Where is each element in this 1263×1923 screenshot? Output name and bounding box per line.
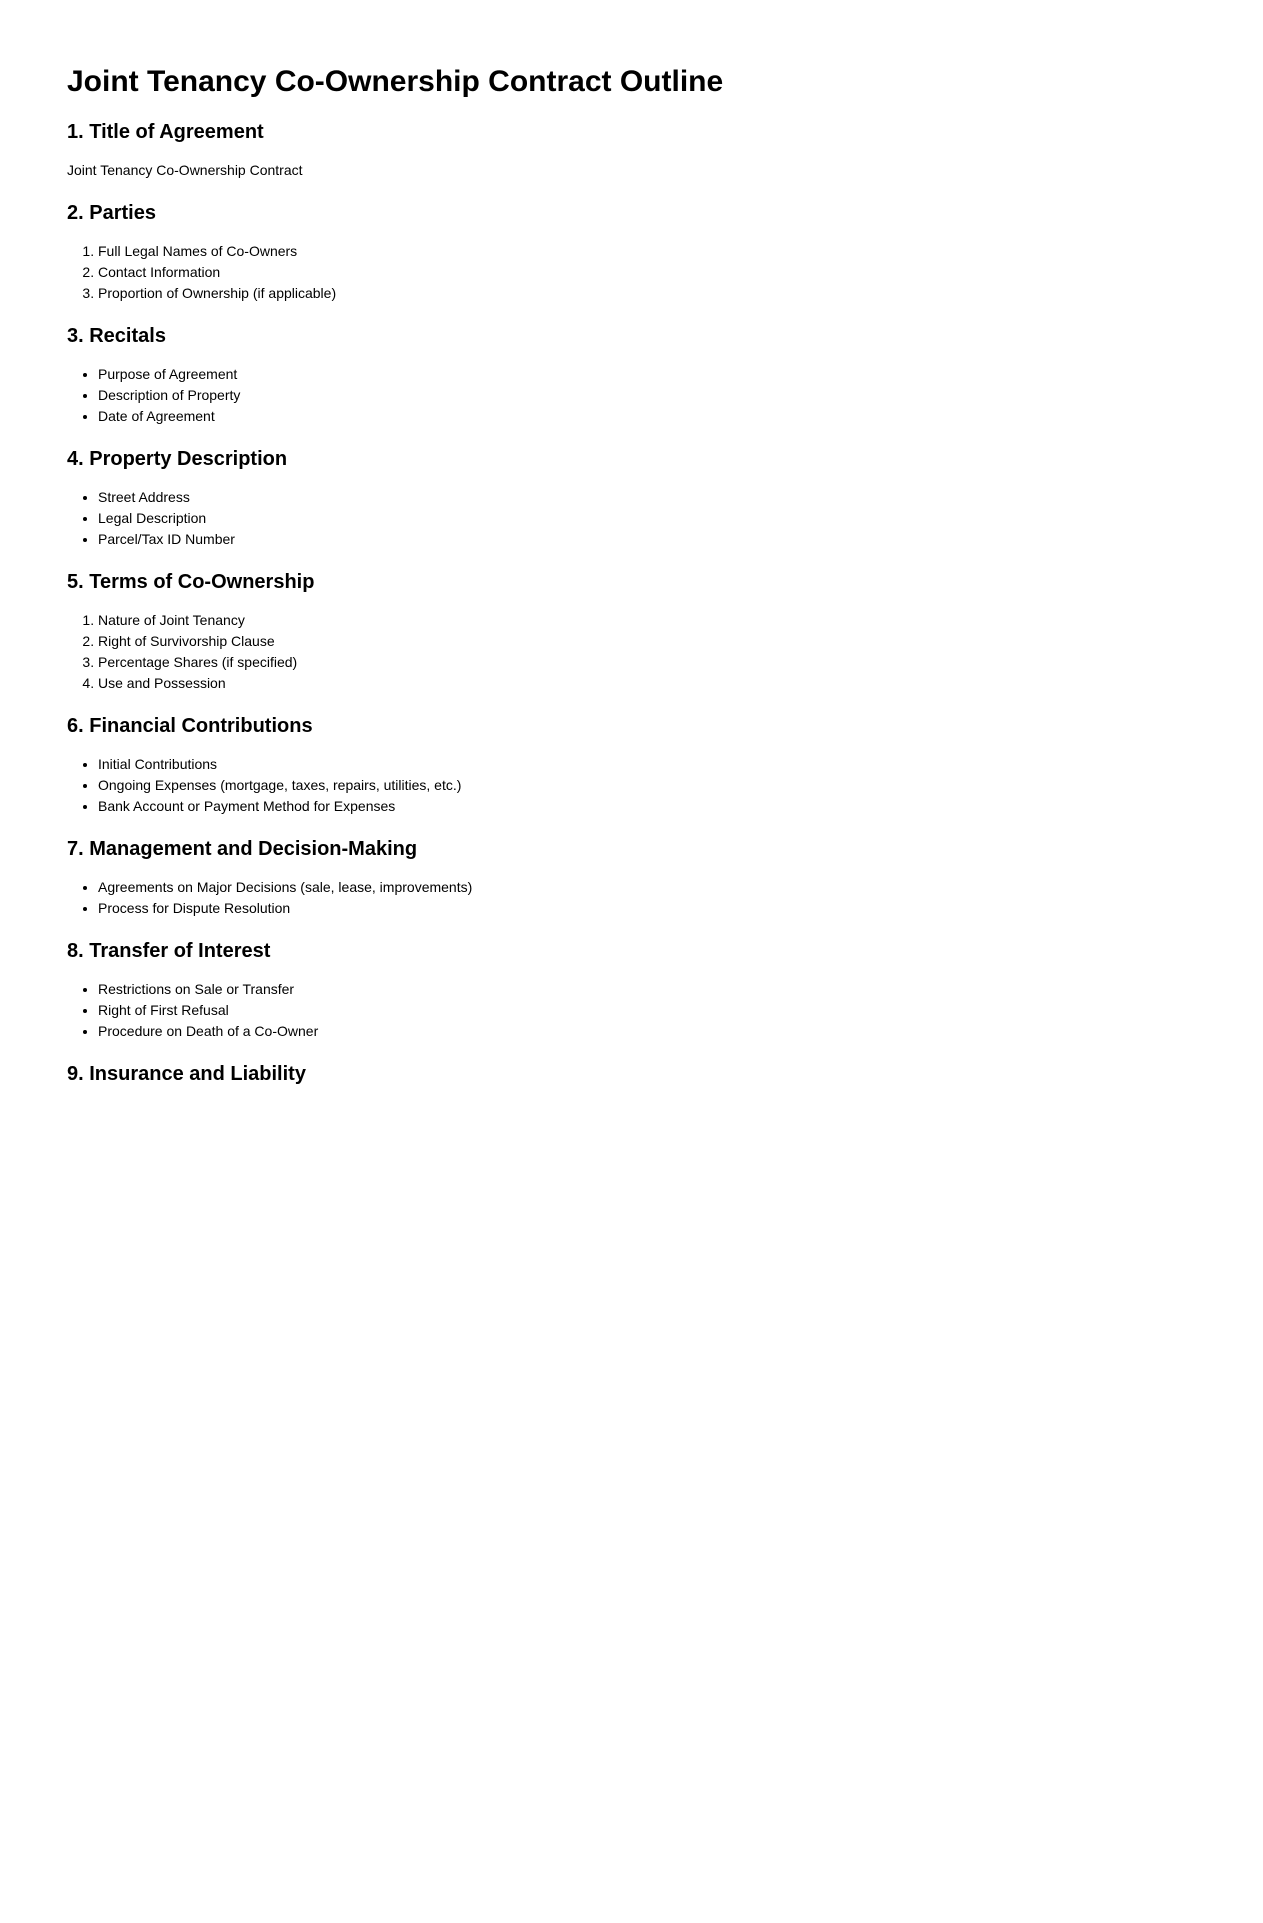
document-sections [67, 120, 1203, 1086]
section [67, 570, 1203, 694]
section-heading: 4. Property Description [67, 448, 288, 470]
list-item: • Ongoing Expenses (mortgage, taxes, repairs, utilities, etc.) [98, 775, 1203, 796]
list-item: • Initial Contributions [98, 754, 1203, 775]
section-list [67, 241, 1203, 304]
list-item: • Legal Description [98, 508, 1203, 529]
section [67, 447, 1203, 550]
section [67, 939, 1203, 1042]
list-item: 2. Contact Information [98, 262, 1203, 283]
list-item: • Parcel/Tax ID Number [98, 529, 1203, 550]
list-item: 3. Proportion of Ownership (if applicable) [98, 283, 1203, 304]
list-item: • Bank Account or Payment Method for Expenses [98, 796, 1203, 817]
section-list [67, 610, 1203, 694]
list-item: • Right of First Refusal [98, 1000, 1203, 1021]
list-item: • Agreements on Major Decisions (sale, lease, improvements) [98, 877, 1203, 898]
section-paragraph: Joint Tenancy Co-Ownership Contract [67, 162, 303, 178]
list-item: • Process for Dispute Resolution [98, 898, 1203, 919]
section-heading: 1. Title of Agreement [67, 121, 264, 143]
section-heading: 2. Parties [67, 202, 156, 224]
section-list [67, 877, 1203, 919]
section-heading: 6. Financial Contributions [67, 715, 313, 737]
list-item: • Description of Property [98, 385, 1203, 406]
section-list [67, 487, 1203, 550]
list-item: 1. Nature of Joint Tenancy [98, 610, 1203, 631]
list-item: 2. Right of Survivorship Clause [98, 631, 1203, 652]
list-item: • Purpose of Agreement [98, 364, 1203, 385]
section-list [67, 364, 1203, 427]
section [67, 714, 1203, 817]
list-item: 4. Use and Possession [98, 673, 1203, 694]
list-item: • Date of Agreement [98, 406, 1203, 427]
section-heading: 5. Terms of Co-Ownership [67, 571, 315, 593]
section-heading: 9. Insurance and Liability [67, 1063, 306, 1085]
section [67, 324, 1203, 427]
section [67, 201, 1203, 304]
section-heading: 8. Transfer of Interest [67, 940, 271, 962]
list-item: • Restrictions on Sale or Transfer [98, 979, 1203, 1000]
document-title: Joint Tenancy Co-Ownership Contract Outline [67, 65, 724, 98]
section-heading: 3. Recitals [67, 325, 166, 347]
list-item: • Street Address [98, 487, 1203, 508]
list-item: 1. Full Legal Names of Co-Owners [98, 241, 1203, 262]
section-heading: 7. Management and Decision-Making [67, 838, 418, 860]
list-item: 3. Percentage Shares (if specified) [98, 652, 1203, 673]
section [67, 1062, 1203, 1086]
section [67, 837, 1203, 919]
section [67, 120, 1203, 181]
section-list [67, 754, 1203, 817]
list-item: • Procedure on Death of a Co-Owner [98, 1021, 1203, 1042]
section-list [67, 979, 1203, 1042]
